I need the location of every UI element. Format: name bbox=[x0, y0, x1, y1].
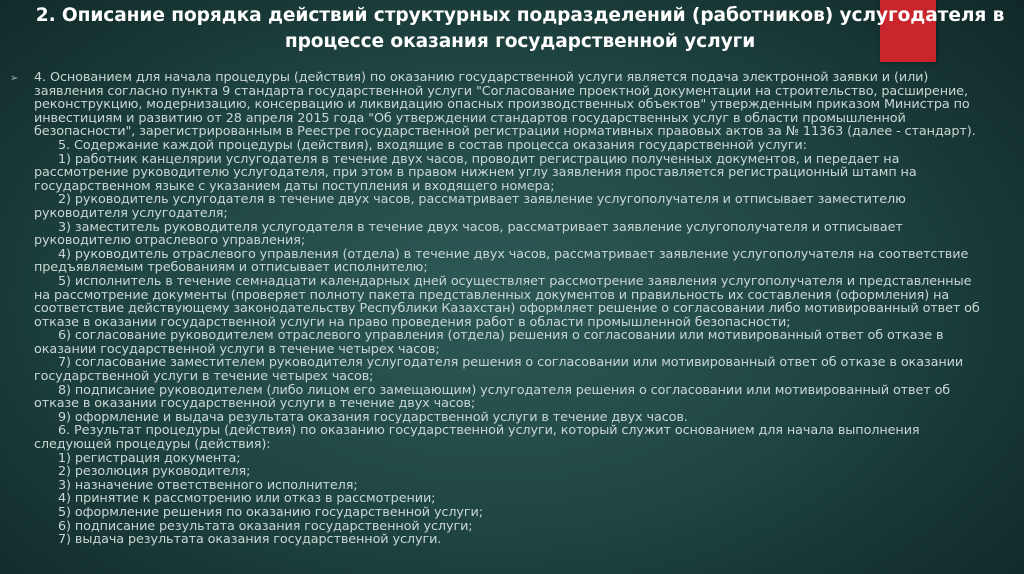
paragraph: 6) согласование руководителем отраслевого управления (отдела) решения о согласовании или мотивированный ответ об отказе в оказании государственной услуги в течение четырех часов; bbox=[34, 328, 948, 357]
list-item: 3) назначение ответственного исполнителя; bbox=[58, 477, 358, 493]
list-item: 5) оформление решения по оказанию государственной услуги; bbox=[58, 505, 483, 520]
paragraph: 9) оформление и выдача результата оказания государственной услуги в течение двух часов. bbox=[58, 409, 688, 425]
slide-title: 2. Описание порядка действий структурных подразделений (работников) услугодателя в процессе оказания государственной услуги bbox=[35, 5, 1005, 52]
arrow-bullet-icon: ➢ bbox=[10, 73, 19, 84]
slide-body bbox=[34, 70, 984, 548]
paragraph: 1) работник канцелярии услугодателя в течение двух часов, проводит регистрацию полученных документов, и передает на рассмотрение руководителю услугодателя, при этом в правом нижнем углу заявления проставляется регистрационный штамп на государственном языке с указанием даты поступления и входящего номера; bbox=[34, 151, 921, 194]
list-item: 1) регистрация документа; bbox=[58, 450, 241, 466]
list-item: 2) резолюция руководителя; bbox=[58, 464, 251, 480]
list-item: 6) подписание результата оказания государственной услуги; bbox=[58, 518, 473, 534]
paragraph: 7) согласование заместителем руководителя услугодателя решения о согласовании или мотивированный ответ об отказе в оказании государственной услуги в течение четырех часов; bbox=[34, 355, 968, 385]
paragraph: 6. Результат процедуры (действия) по оказанию государственной услуги, который служит основанием для начала выполнения следующей процедуры (действия): bbox=[34, 423, 924, 453]
paragraph: 3) заместитель руководителя услугодателя в течение двух часов, рассматривает заявление услугополучателя и отписывает руководителю отраслевого управления; bbox=[34, 219, 907, 249]
list-item: 4) принятие к рассмотрению или отказ в рассмотрении; bbox=[58, 491, 436, 507]
paragraph: 5. Содержание каждой процедуры (действия), входящие в состав процесса оказания государственной услуги: bbox=[58, 137, 807, 153]
paragraph: 4. Основанием для начала процедуры (действия) по оказанию государственной услуги является подача электронной заявки и (или) заявления согласно пункта 9 стандарта государственной услуги "Согласование проектной документации на строительство, расширение, реконструкцию, модернизацию, консервацию и ликвидацию опасных производственных объектов" утвержденным приказом Министра по инвестициям и развитию от 28 апреля 2015 года "Об утверждении стандартов государственных услуг в области промышленной безопасности", зарегистрированным в Реестре государственной регистрации нормативных правовых актов за № 11363 (далее - стандарт). bbox=[34, 70, 976, 140]
list-item: 7) выдача результата оказания государственной услуги. bbox=[58, 532, 442, 548]
paragraph: 4) руководитель отраслевого управления (отдела) в течение двух часов, рассматривает заявление услугополучателя на соответствие предъявляемым требованиям и отписывает исполнителю; bbox=[34, 246, 973, 276]
paragraph: 8) подписание руководителем (либо лицом его замещающим) услугодателя решения о согласовании или мотивированный ответ об отказе в оказании государственной услуги в течение двух часов; bbox=[34, 382, 955, 412]
paragraph: 2) руководитель услугодателя в течение двух часов, рассматривает заявление услугополучателя и отписывает заместителю руководителя услугодателя; bbox=[34, 192, 910, 221]
paragraph: 5) исполнитель в течение семнадцати календарных дней осуществляет рассмотрение заявления услугополучателя и представленные на рассмотрение документы (проверяет полноту пакета представленных документов и правильность их составления (оформления) на соответствие действующему законодательству Республики Казахстан) оформляет решение о согласовании либо мотивированный ответ об отказе в оказании государственной услуги на право проведения работ в области промышленной безопасности; bbox=[34, 273, 984, 330]
